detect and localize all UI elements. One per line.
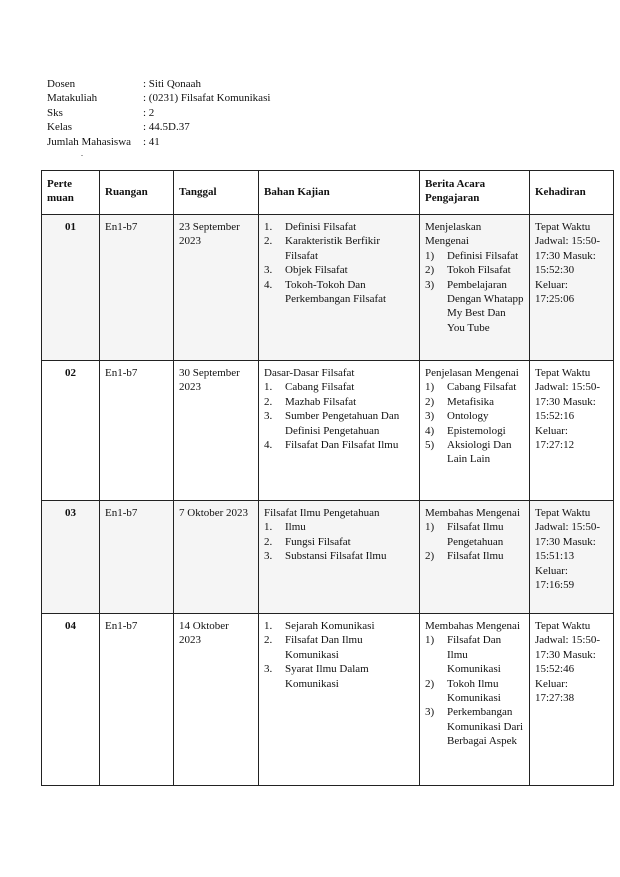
report-item-text: Filsafat Ilmu	[447, 550, 504, 563]
list-item	[425, 424, 524, 438]
report-item-text: Tokoh Filsafat	[447, 264, 511, 277]
list-marker: 2)	[425, 677, 435, 690]
info-row	[47, 106, 270, 120]
course-material	[259, 361, 420, 501]
list-marker: 3)	[425, 278, 435, 291]
list-item	[264, 549, 414, 563]
report-item-text: Perkembangan Komunikasi Dari Berbagai Aspek	[447, 706, 524, 748]
list-item	[264, 662, 414, 691]
list-item	[264, 220, 414, 234]
list-marker: 4)	[425, 424, 435, 437]
material-item-text: Karakteristik Berfikir Filsafat	[285, 235, 380, 262]
list-item	[264, 278, 414, 307]
list-marker: 1.	[264, 521, 273, 534]
list-marker: 2.	[264, 395, 273, 408]
info-label: Matakuliah	[47, 92, 98, 105]
report-item-text: Filsafat Ilmu Pengetahuan	[447, 521, 504, 548]
list-marker: 1)	[425, 634, 435, 647]
material-item-text: Sumber Pengetahuan Dan Definisi Pengetahuan	[285, 410, 400, 437]
table-row	[42, 614, 614, 786]
material-item-list	[264, 520, 414, 563]
teaching-report	[420, 361, 530, 501]
list-marker: 3.	[264, 410, 273, 423]
list-item	[264, 409, 414, 438]
info-row	[47, 77, 270, 91]
course-material	[259, 501, 420, 614]
material-item-text: Mazhab Filsafat	[285, 395, 357, 408]
material-item-text: Objek Filsafat	[285, 264, 348, 277]
attendance: Tepat Waktu Jadwal: 15:50-17:30 Masuk: 15:52:16 Keluar: 17:27:12	[530, 361, 614, 501]
info-value: : 2	[143, 106, 155, 119]
list-marker: 1.	[264, 221, 273, 233]
list-item	[425, 278, 524, 336]
table-row	[42, 215, 614, 361]
report-item-text: Filsafat Dan Ilmu Komunikasi	[447, 634, 502, 676]
list-item	[425, 705, 524, 748]
material-item-list	[264, 619, 414, 691]
list-item	[425, 438, 524, 467]
meeting-number: 01	[42, 215, 100, 361]
teaching-report	[420, 215, 530, 361]
material-intro: Dasar-Dasar Filsafat	[264, 367, 355, 379]
list-marker: 2.	[264, 634, 273, 647]
material-intro: Filsafat Ilmu Pengetahuan	[264, 507, 380, 519]
report-item-text: Definisi Filsafat	[447, 249, 519, 262]
list-item	[425, 249, 524, 263]
list-item	[264, 520, 414, 534]
material-item-list	[264, 380, 414, 452]
stray-dot: .	[81, 149, 83, 158]
material-item-text: Syarat Ilmu Dalam Komunikasi	[285, 663, 369, 690]
header-pertemuan	[42, 171, 100, 215]
attendance: Tepat Waktu Jadwal: 15:50-17:30 Masuk: 15:52:30 Keluar: 17:25:06	[530, 215, 614, 361]
info-label: Jumlah Mahasiswa	[47, 135, 132, 148]
list-marker: 3)	[425, 410, 435, 423]
info-row	[47, 120, 270, 134]
list-item	[264, 619, 414, 633]
list-marker: 4.	[264, 439, 273, 452]
attendance-table	[41, 170, 614, 786]
report-intro: Menjelaskan Mengenai	[425, 221, 482, 248]
info-row	[47, 91, 270, 105]
header-pertemuan-line2: muan	[47, 192, 74, 205]
report-item-text: Cabang Filsafat	[447, 381, 517, 394]
course-material	[259, 215, 420, 361]
table-header-row	[42, 171, 614, 215]
list-item	[264, 380, 414, 394]
list-marker: 5)	[425, 439, 435, 452]
room: En1-b7	[100, 501, 174, 614]
table-row	[42, 361, 614, 501]
list-item	[264, 438, 414, 452]
list-item	[264, 263, 414, 277]
list-marker: 2)	[425, 550, 435, 563]
list-item	[425, 263, 524, 277]
report-item-list	[425, 633, 524, 748]
report-intro: Membahas Mengenai	[425, 507, 520, 519]
header-kehadiran: Kehadiran	[530, 171, 614, 215]
header-pertemuan-line1: Perte	[47, 178, 73, 190]
list-marker: 2)	[425, 264, 435, 277]
date: 30 September 2023	[174, 361, 259, 501]
info-value: : (0231) Filsafat Komunikasi	[143, 92, 271, 105]
info-row	[47, 135, 270, 149]
list-marker: 3.	[264, 663, 273, 676]
material-item-list	[264, 220, 414, 306]
list-item	[264, 535, 414, 549]
list-item	[264, 633, 414, 662]
report-item-list	[425, 520, 524, 563]
report-item-list	[425, 249, 524, 335]
material-item-text: Sejarah Komunikasi	[285, 620, 375, 632]
list-marker: 2.	[264, 535, 273, 548]
report-intro: Penjelasan Mengenai	[425, 367, 519, 379]
meeting-number: 02	[42, 361, 100, 501]
header-bahan-kajian: Bahan Kajian	[259, 171, 420, 215]
list-marker: 3.	[264, 264, 273, 277]
list-item	[264, 234, 414, 263]
date: 7 Oktober 2023	[174, 501, 259, 614]
list-item	[264, 395, 414, 409]
info-label: Dosen	[47, 78, 76, 90]
info-label: Sks	[47, 106, 63, 119]
material-item-text: Cabang Filsafat	[285, 381, 355, 394]
report-item-text: Metafisika	[447, 395, 495, 408]
teaching-report	[420, 614, 530, 786]
material-item-text: Definisi Filsafat	[285, 221, 357, 233]
report-item-text: Pembelajaran Dengan Whatapp My Best Dan You Tube	[447, 278, 524, 334]
list-marker: 1.	[264, 620, 273, 632]
meeting-number: 03	[42, 501, 100, 614]
material-item-text: Filsafat Dan Ilmu Komunikasi	[285, 634, 363, 661]
meeting-number: 04	[42, 614, 100, 786]
room: En1-b7	[100, 614, 174, 786]
info-value: : Siti Qonaah	[143, 78, 202, 90]
list-marker: 2.	[264, 235, 273, 248]
report-intro: Membahas Mengenai	[425, 620, 520, 632]
list-marker: 1)	[425, 521, 435, 534]
header-tanggal: Tanggal	[174, 171, 259, 215]
teaching-report	[420, 501, 530, 614]
table-row	[42, 501, 614, 614]
info-value: : 44.5D.37	[143, 121, 190, 134]
report-item-text: Aksiologi Dan Lain Lain	[447, 439, 512, 466]
course-material	[259, 614, 420, 786]
attendance: Tepat Waktu Jadwal: 15:50-17:30 Masuk: 15:51:13 Keluar: 17:16:59	[530, 501, 614, 614]
list-marker: 3)	[425, 706, 435, 719]
date: 23 September 2023	[174, 215, 259, 361]
date: 14 Oktober 2023	[174, 614, 259, 786]
room: En1-b7	[100, 361, 174, 501]
course-info	[47, 77, 270, 149]
room: En1-b7	[100, 215, 174, 361]
list-marker: 4.	[264, 278, 273, 291]
info-label: Kelas	[47, 121, 73, 134]
material-item-text: Ilmu	[285, 521, 306, 534]
list-item	[425, 380, 524, 394]
list-marker: 3.	[264, 550, 273, 563]
material-item-text: Fungsi Filsafat	[285, 535, 351, 548]
list-item	[425, 677, 524, 706]
material-item-text: Substansi Filsafat Ilmu	[285, 550, 387, 563]
report-item-text: Tokoh Ilmu Komunikasi	[447, 677, 501, 705]
report-item-list	[425, 380, 524, 466]
header-berita-acara: Berita Acara Pengajaran	[420, 171, 530, 215]
list-item	[425, 409, 524, 423]
list-item	[425, 549, 524, 563]
list-item	[425, 633, 524, 676]
list-item	[425, 395, 524, 409]
report-item-text: Ontology	[447, 410, 489, 423]
report-item-text: Epistemologi	[447, 424, 506, 437]
list-marker: 1.	[264, 381, 273, 394]
material-item-text: Tokoh-Tokoh Dan Perkembangan Filsafat	[285, 278, 387, 306]
header-ruangan: Ruangan	[100, 171, 174, 215]
list-marker: 2)	[425, 395, 435, 408]
list-marker: 1)	[425, 249, 435, 262]
list-marker: 1)	[425, 381, 435, 394]
attendance: Tepat Waktu Jadwal: 15:50-17:30 Masuk: 15:52:46 Keluar: 17:27:38	[530, 614, 614, 786]
material-item-text: Filsafat Dan Filsafat Ilmu	[285, 439, 399, 452]
info-value: : 41	[143, 135, 160, 148]
list-item	[425, 520, 524, 549]
